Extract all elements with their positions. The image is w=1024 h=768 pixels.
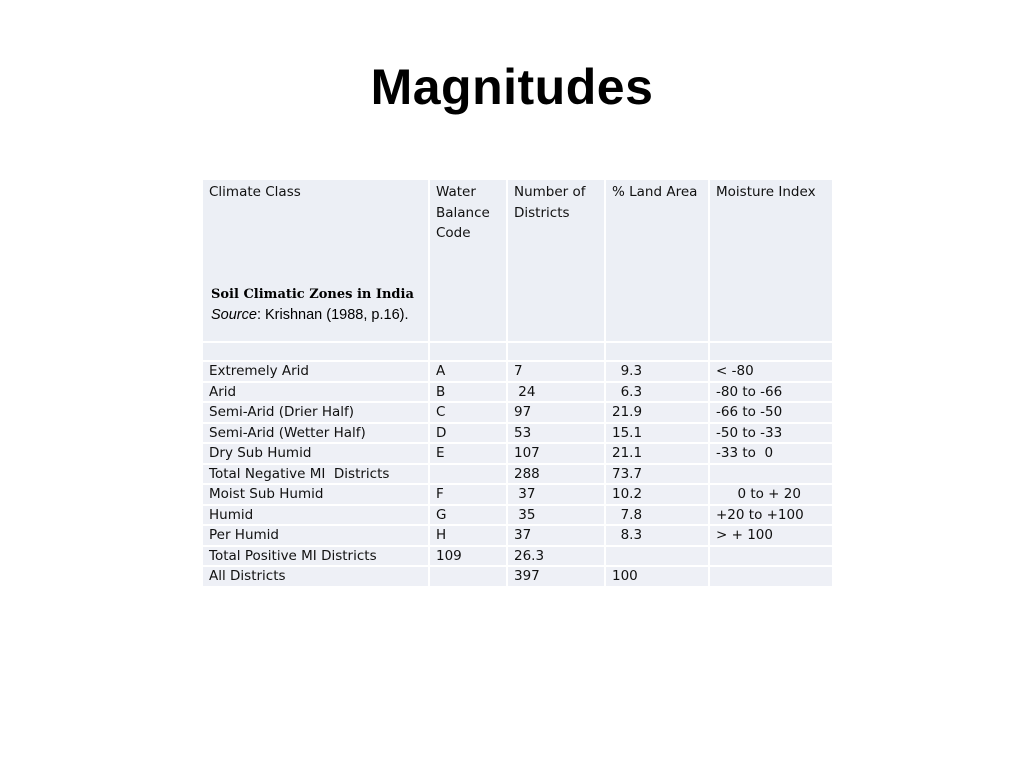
cell-number-of-districts: 397 [508,567,604,586]
cell-number-of-districts: 107 [508,444,604,463]
cell-moisture-index [710,567,832,586]
cell-water-balance-code: E [430,444,506,463]
cell-climate-class: Arid [203,383,428,402]
table-row [203,383,832,402]
table-caption [211,286,451,326]
table-spacer-row [203,343,832,360]
cell-number-of-districts: 35 [508,506,604,525]
cell-land-area: 8.3 [606,526,708,545]
cell-land-area: 9.3 [606,362,708,381]
table-row [203,444,832,463]
cell-climate-class: Total Negative MI Districts [203,465,428,484]
cell-water-balance-code: D [430,424,506,443]
table-row [203,403,832,422]
cell-number-of-districts: 24 [508,383,604,402]
cell-water-balance-code: 109 [430,547,506,566]
cell-water-balance-code: A [430,362,506,381]
cell-moisture-index: -66 to -50 [710,403,832,422]
spacer-cell [430,343,506,360]
magnitudes-table [201,178,834,588]
header-land-area: % Land Area [606,180,708,341]
cell-land-area: 7.8 [606,506,708,525]
caption-source-label: Source [211,307,257,323]
cell-climate-class: Semi-Arid (Wetter Half) [203,424,428,443]
cell-land-area: 6.3 [606,383,708,402]
cell-number-of-districts: 53 [508,424,604,443]
cell-moisture-index: -33 to 0 [710,444,832,463]
cell-moisture-index [710,465,832,484]
cell-climate-class: Moist Sub Humid [203,485,428,504]
cell-climate-class: All Districts [203,567,428,586]
table-row [203,526,832,545]
cell-water-balance-code: F [430,485,506,504]
caption-source-text: : Krishnan (1988, p.16). [256,307,409,323]
cell-water-balance-code: B [430,383,506,402]
cell-number-of-districts: 97 [508,403,604,422]
table-row [203,567,832,586]
slide-title: Magnitudes [370,59,654,115]
cell-moisture-index: < -80 [710,362,832,381]
cell-climate-class: Dry Sub Humid [203,444,428,463]
header-water-balance-code: Water Balance Code [430,180,506,341]
cell-water-balance-code [430,465,506,484]
cell-land-area: 21.9 [606,403,708,422]
cell-climate-class: Extremely Arid [203,362,428,381]
cell-land-area: 73.7 [606,465,708,484]
cell-number-of-districts: 288 [508,465,604,484]
table-row [203,362,832,381]
caption-title: Soil Climatic Zones in India [211,287,414,302]
header-moisture-index: Moisture Index [710,180,832,341]
cell-number-of-districts: 37 [508,526,604,545]
cell-land-area: 15.1 [606,424,708,443]
cell-moisture-index: -80 to -66 [710,383,832,402]
cell-climate-class: Humid [203,506,428,525]
cell-land-area: 10.2 [606,485,708,504]
table-row [203,465,832,484]
spacer-cell [508,343,604,360]
cell-moisture-index: +20 to +100 [710,506,832,525]
cell-water-balance-code [430,567,506,586]
cell-water-balance-code: C [430,403,506,422]
cell-land-area [606,547,708,566]
spacer-cell [203,343,428,360]
table-row [203,424,832,443]
table-row [203,547,832,566]
cell-number-of-districts: 37 [508,485,604,504]
table-row [203,506,832,525]
header-number-of-districts: Number of Districts [508,180,604,341]
cell-moisture-index [710,547,832,566]
cell-number-of-districts: 26.3 [508,547,604,566]
cell-moisture-index: > + 100 [710,526,832,545]
cell-moisture-index: -50 to -33 [710,424,832,443]
cell-moisture-index: 0 to + 20 [710,485,832,504]
spacer-cell [710,343,832,360]
cell-climate-class: Per Humid [203,526,428,545]
cell-land-area: 21.1 [606,444,708,463]
header-climate-class: Climate Class [203,180,428,341]
spacer-cell [606,343,708,360]
cell-water-balance-code: H [430,526,506,545]
caption-source [211,304,451,326]
table-row [203,485,832,504]
cell-climate-class: Total Positive MI Districts [203,547,428,566]
cell-water-balance-code: G [430,506,506,525]
cell-climate-class: Semi-Arid (Drier Half) [203,403,428,422]
cell-number-of-districts: 7 [508,362,604,381]
cell-land-area: 100 [606,567,708,586]
